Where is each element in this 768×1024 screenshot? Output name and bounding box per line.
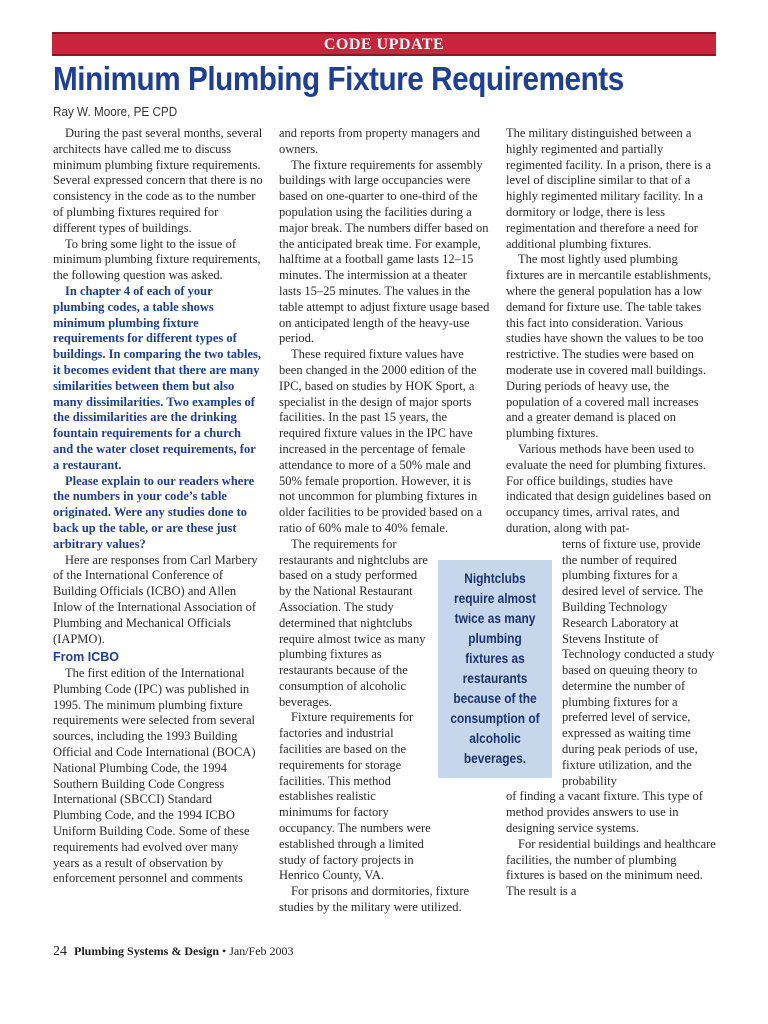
paragraph: These required fixture values have been changed in the 2000 edition of the IPC, based on studies by HOK Sport, a specialist in the design of major sports facilities. In the past 15 years, the required fixture values in the IPC have increased in the percentage of female attendance to more of a 50% male and 50% female proportion. However, it is not uncommon for plumbing fixtures in older facilities to be provided based on a ratio of 60% male to 40% female. xyxy=(279,347,483,535)
paragraph: The fixture requirements for assembly buildings with large occupancies were based on one-quarter to one-third of the population using the facilities during a major break. The numbers differ based on the anticipated break time. For example, halftime at a football game lasts 12–15 minutes. The intermission at a theater lasts 15–25 minutes. The values in the table attempt to adjust fixture usage based on anticipated length of the heavy-use period. xyxy=(279,157,490,346)
issue-date: Jan/Feb 2003 xyxy=(229,944,294,958)
paragraph: For residential buildings and healthcare facilities, the number of plumbing fixtures is based on the minimum need. The result is a xyxy=(506,836,716,899)
paragraph: The requirements for restaurants and nightclubs are based on a study performed by the National Restaurant Association. The study determined that nightclubs require almost twice as many plumbing fixtures as restaurants because of the consumption of alcoholic beverages. xyxy=(279,536,428,709)
section-banner xyxy=(52,32,716,56)
paragraph: To bring some light to the issue of minimum plumbing fixture requirements, the following question was asked. xyxy=(53,236,261,283)
column-3 xyxy=(506,126,716,900)
paragraph-wrap: terns of fixture use, provide the number of required plumbing fixtures for a desired level of service. The Building Technology Research Laboratory at Stevens Institute of Technology conducted a study based on queuing theory to determine the number of plumbing fixtures for a preferred level of service, expressed as waiting time during peak periods of use, fixture utilization, and the probability xyxy=(562,536,715,788)
column-1 xyxy=(53,126,263,887)
pull-quote-line: fixtures as xyxy=(465,650,525,666)
pull-quote-line: Nightclubs xyxy=(464,570,526,586)
pull-quote-line: because of the xyxy=(453,690,537,706)
pull-quote xyxy=(438,560,552,778)
page-number: 24 xyxy=(53,944,67,959)
pull-quote-line: require almost xyxy=(453,590,536,606)
section-label: CODE UPDATE xyxy=(323,36,445,53)
column-2 xyxy=(279,126,490,916)
author-byline: Ray W. Moore, PE CPD xyxy=(53,104,178,119)
pull-quote-line: consumption of xyxy=(450,710,540,726)
pull-quote-line: plumbing xyxy=(468,630,522,646)
pull-quote-line: restaurants xyxy=(462,670,528,686)
pull-quote-line: twice as many xyxy=(454,610,536,626)
subheading: From ICBO xyxy=(53,650,119,665)
paragraph: of finding a vacant fixture. This type of method provides answers to use in designing service systems. xyxy=(506,789,703,836)
paragraph: During the past several months, several architects have called me to discuss minimum plumbing fixture requirements. Several expressed concern that there is no consistency in the code as to the number of plumbing fixtures required for different types of buildings. xyxy=(53,126,263,235)
paragraph: Here are responses from Carl Marbery of the International Conference of Building Officials (ICBO) and Allen Inlow of the International Association of Plumbing and Mechanical Officials (IAPMO). xyxy=(53,552,258,646)
journal-name: Plumbing Systems & Design xyxy=(74,944,220,958)
paragraph: For prisons and dormitories, fixture studies by the military were utilized. xyxy=(279,884,470,915)
footer-bullet: • xyxy=(222,944,227,958)
pull-quote-line: beverages. xyxy=(463,750,527,766)
page-footer xyxy=(53,944,294,960)
pull-quote-line: alcoholic xyxy=(469,730,521,746)
paragraph: The military distinguished between a highly regimented and partially regimented facility. In a prison, there is a level of discipline similar to that of a highly regimented military facility. In a dormitory or lodge, there is less regimentation and therefore a need for additional plumbing fixtures. xyxy=(506,126,712,251)
paragraph: Various methods have been used to evaluate the need for plumbing fixtures. For office buildings, studies have indicated that design guidelines based on occupancy times, arrival rates, and duration, along with pat- xyxy=(506,441,712,535)
question-paragraph: Please explain to our readers where the numbers in your code’s table originated. Were any studies done to back up the table, or are these just arbitrary values? xyxy=(53,473,255,551)
paragraph: Fixture requirements for factories and industrial facilities are based on the requirements for storage facilities. This method establishes realistic minimums for factory occupancy. The numbers were established through a limited study of factory projects in Henrico County, VA. xyxy=(279,710,431,883)
paragraph: and reports from property managers and owners. xyxy=(279,126,480,156)
question-paragraph: In chapter 4 of each of your plumbing codes, a table shows minimum plumbing fixture requirements for different types of buildings. In comparing the two tables, it becomes evident that there are many similarities between them but also many dissimilarities. Two examples of the dissimilarities are the drinking fountain requirements for a church and the water closet requirements, for a restaurant. xyxy=(53,283,262,472)
paragraph: The first edition of the International Plumbing Code (IPC) was published in 1995. The minimum plumbing fixture requirements were selected from several sources, including the 1993 Building Official and Code International (BOCA) National Plumbing Code, the 1994 Southern Building Code Congress International (SBCCI) Standard Plumbing Code, and the 1994 ICBO Uniform Building Code. Some of these requirements had evolved over many years as a result of observation by enforcement personnel and comments xyxy=(53,666,256,886)
article-title: Minimum Plumbing Fixture Requirements xyxy=(53,60,624,97)
paragraph: The most lightly used plumbing fixtures are in mercantile establishments, where the general population has a low demand for fixture use. The table takes this fact into consideration. Various studies have shown the values to be too restrictive. The studies were based on moderate use in covered mall buildings. During periods of heavy use, the population of a covered mall increases and a greater demand is placed on plumbing fixtures. xyxy=(506,252,712,441)
